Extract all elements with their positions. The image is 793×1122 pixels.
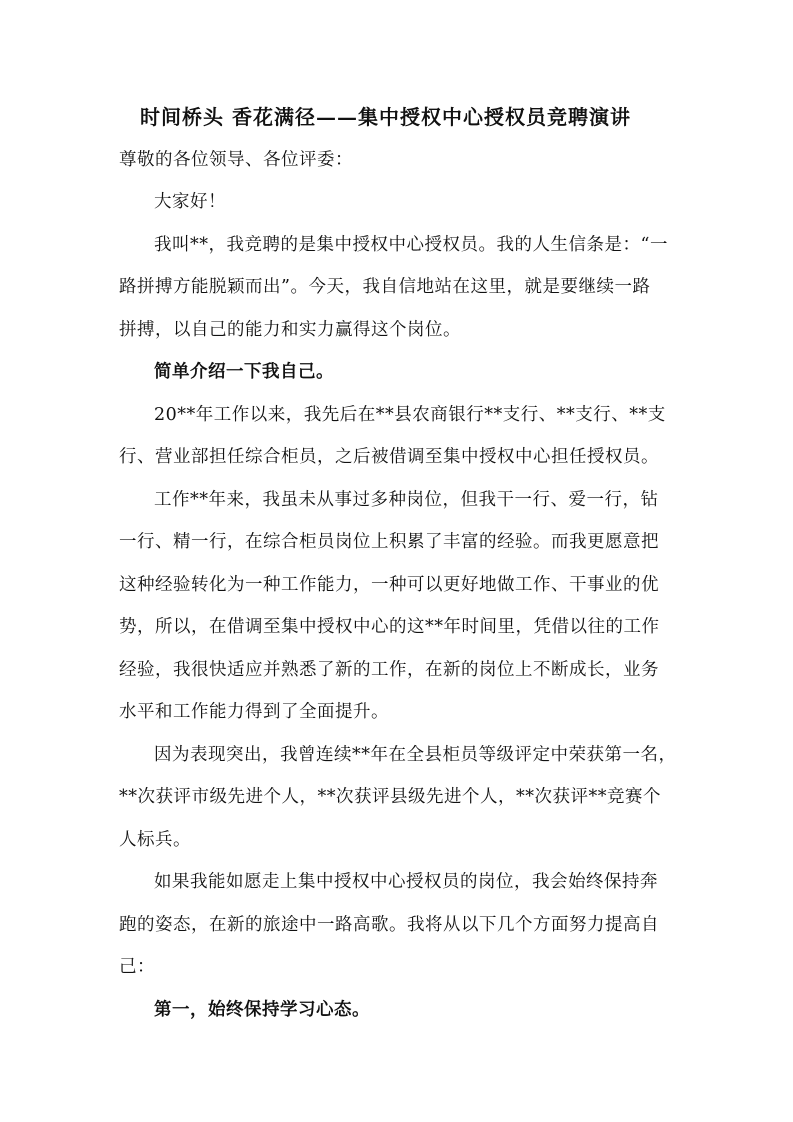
paragraph-line: 我叫**，我竞聘的是集中授权中心授权员。我的人生信条是：“一	[154, 235, 668, 255]
paragraph-line: 一行、精一行，在综合柜员岗位上积累了丰富的经验。而我更愿意把	[119, 532, 659, 552]
paragraph-line: 拼搏，以自己的能力和实力赢得这个岗位。	[119, 320, 461, 340]
paragraph-line: **次获评市级先进个人，**次获评县级先进个人，**次获评**竞赛个	[119, 787, 661, 807]
paragraph-line: 经验，我很快适应并熟悉了新的工作，在新的岗位上不断成长，业务	[119, 660, 659, 680]
salutation: 尊敬的各位领导、各位评委：	[119, 150, 353, 170]
paragraph-line: 势，所以，在借调至集中授权中心的这**年时间里，凭借以往的工作	[119, 617, 660, 637]
paragraph-line: 己：	[119, 957, 155, 977]
section-heading-intro: 简单介绍一下我自己。	[154, 362, 334, 382]
paragraph-line: 20**年工作以来，我先后在**县农商银行**支行、**支行、**支	[154, 405, 666, 425]
paragraph-line: 工作**年来，我虽未从事过多种岗位，但我干一行、爱一行，钻	[154, 490, 659, 510]
paragraph-line: 如果我能如愿走上集中授权中心授权员的岗位，我会始终保持奔	[154, 872, 658, 892]
paragraph-line: 人标兵。	[119, 830, 191, 850]
paragraph-line: 水平和工作能力得到了全面提升。	[119, 702, 389, 722]
paragraph-line: 因为表现突出，我曾连续**年在全县柜员等级评定中荣获第一名，	[154, 745, 677, 765]
paragraph-line: 跑的姿态，在新的旅途中一路高歌。我将从以下几个方面努力提高自	[119, 915, 659, 935]
document-title: 时间桥头 香花满径——集中授权中心授权员竞聘演讲	[140, 105, 631, 129]
greeting: 大家好！	[154, 192, 226, 212]
paragraph-line: 这种经验转化为一种工作能力，一种可以更好地做工作、干事业的优	[119, 575, 659, 595]
paragraph-line: 路拼搏方能脱颖而出”。今天，我自信地站在这里，就是要继续一路	[119, 277, 651, 297]
section-heading-first: 第一，始终保持学习心态。	[154, 1000, 370, 1020]
paragraph-line: 行、营业部担任综合柜员，之后被借调至集中授权中心担任授权员。	[119, 447, 659, 467]
